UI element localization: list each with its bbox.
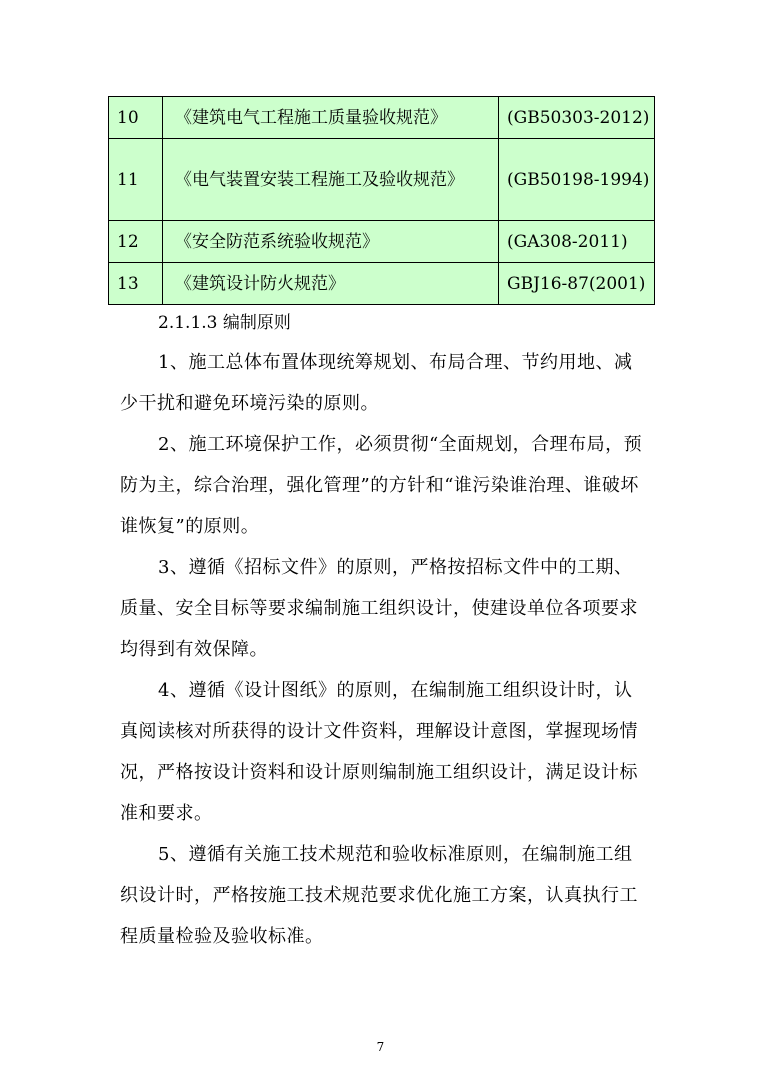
page-number: 7: [376, 1040, 385, 1054]
standards-table: [108, 96, 655, 305]
standard-code: GBJ16-87(2001): [499, 263, 655, 305]
row-number: 11: [109, 139, 163, 221]
principle-paragraph: 5、遵循有关施工技术规范和验收标准原则，在编制施工组织设计时，严格按施工技术规范要求优化施工方案，认真执行工程质量检验及验收标准。: [120, 844, 638, 947]
standard-name: 《建筑电气工程施工质量验收规范》: [163, 97, 499, 139]
row-number: 10: [109, 97, 163, 139]
standard-name: 《安全防范系统验收规范》: [163, 221, 499, 263]
principle-paragraph: 1、施工总体布置体现统筹规划、布局合理、节约用地、减少干扰和避免环境污染的原则。: [120, 352, 633, 414]
principle-paragraph: 3、遵循《招标文件》的原则，严格按招标文件中的工期、质量、安全目标等要求编制施工组织设计，使建设单位各项要求均得到有效保障。: [120, 557, 638, 660]
standard-name: 《建筑设计防火规范》: [163, 263, 499, 305]
row-number: 13: [109, 263, 163, 305]
standard-name: 《电气装置安装工程施工及验收规范》: [163, 139, 499, 221]
section-heading: 2.1.1.3 编制原则: [158, 313, 291, 333]
section-body: [120, 308, 644, 957]
standard-code: (GB50198-1994): [499, 139, 655, 221]
table-row: [109, 97, 655, 139]
standard-code: (GB50303-2012): [499, 97, 655, 139]
row-number: 12: [109, 221, 163, 263]
table-row: [109, 263, 655, 305]
principle-paragraph: 4、遵循《设计图纸》的原则，在编制施工组织设计时，认真阅读核对所获得的设计文件资料，理解设计意图，掌握现场情况，严格按设计资料和设计原则编制施工组织设计，满足设计标准和要求。: [120, 680, 638, 824]
table-row: [109, 139, 655, 221]
principle-paragraph: 2、施工环境保护工作，必须贯彻“全面规划，合理布局，预防为主，综合治理，强化管理”的方针和“谁污染谁治理、谁破坏谁恢复”的原则。: [120, 434, 643, 537]
standard-code: (GA308-2011): [499, 221, 655, 263]
table-row: [109, 221, 655, 263]
